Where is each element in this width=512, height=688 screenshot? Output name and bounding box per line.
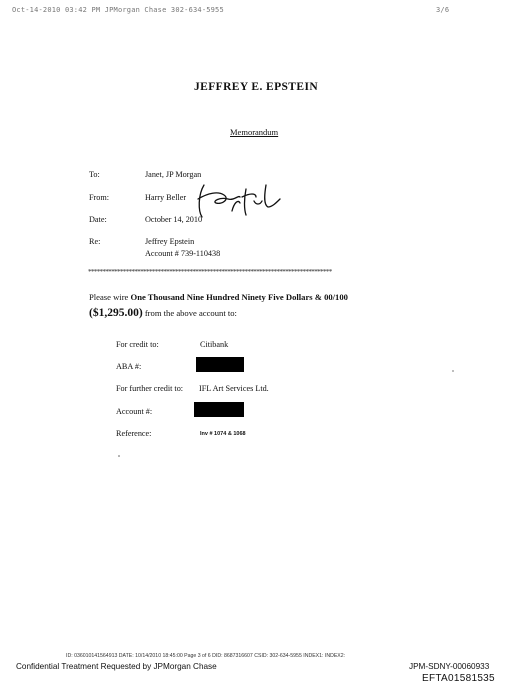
aba-redaction xyxy=(196,357,244,372)
for-credit-label: For credit to: xyxy=(116,340,159,349)
aba-label: ABA #: xyxy=(116,362,142,371)
letterhead-title: JEFFREY E. EPSTEIN xyxy=(194,81,319,93)
re-label: Re: xyxy=(89,237,101,246)
efta-number: EFTA01581535 xyxy=(422,673,495,684)
further-credit-label: For further credit to: xyxy=(116,384,184,393)
account-label: Account #: xyxy=(116,407,153,416)
fax-header-page: 3/6 xyxy=(436,6,450,14)
wire-instruction-line xyxy=(89,292,348,302)
wire-prefix: Please wire xyxy=(89,292,131,302)
date-label: Date: xyxy=(89,215,107,224)
fax-header-left: Oct-14-2010 03:42 PM JPMorgan Chase 302-634-5955 xyxy=(12,6,224,14)
scan-speck xyxy=(118,455,120,457)
bates-number: JPM-SDNY-00060933 xyxy=(409,662,490,671)
date-value: October 14, 2010 xyxy=(145,215,203,224)
re-line-1: Jeffrey Epstein xyxy=(145,237,195,246)
to-value: Janet, JP Morgan xyxy=(145,170,202,179)
for-credit-value: Citibank xyxy=(200,340,229,349)
further-credit-value: IFL Art Services Ltd. xyxy=(199,384,269,393)
account-redaction xyxy=(194,402,244,417)
star-separator: ************************************************************************************ xyxy=(88,268,332,276)
wire-amount-words: One Thousand Nine Hundred Ninety Five Dollars & 00/100 xyxy=(130,292,348,302)
memo-heading: Memorandum xyxy=(230,127,279,137)
wire-amount-line xyxy=(89,303,237,321)
confidential-footer: Confidential Treatment Requested by JPMorgan Chase xyxy=(16,662,217,671)
reference-value: Inv # 1074 & 1068 xyxy=(200,431,246,437)
handwritten-signature xyxy=(194,181,284,221)
re-line-2: Account # 739-110438 xyxy=(145,249,221,258)
reference-label: Reference: xyxy=(116,429,152,438)
from-value: Harry Beller xyxy=(145,193,187,202)
wire-amount-number: ($1,295.00) xyxy=(89,307,143,319)
fax-footer-meta: ID: 036010141564913 DATE: 10/14/2010 18:45:00 Page 3 of 6 DID: 8687316607 CSID: 302-634-5955 INDEX1: INDEX2: xyxy=(66,653,346,659)
scan-speck xyxy=(452,370,454,372)
from-label: From: xyxy=(89,193,110,202)
to-label: To: xyxy=(89,170,100,179)
wire-suffix: from the above account to: xyxy=(142,308,237,318)
